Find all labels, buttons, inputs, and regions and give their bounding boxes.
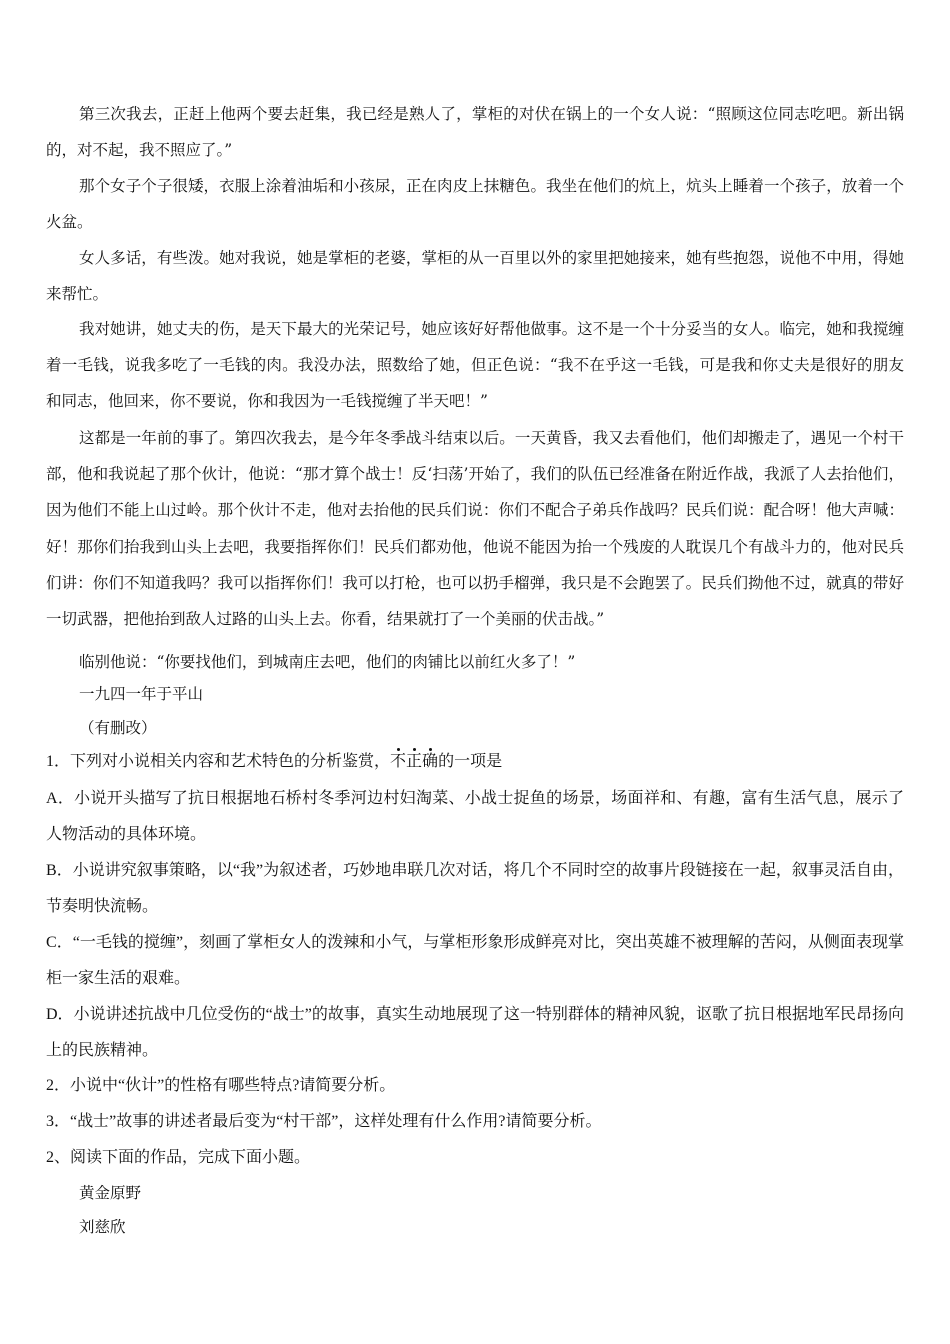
paragraph-2: 那个女子个子很矮，衣服上涂着油垢和小孩尿，正在肉皮上抹糖色。我坐在他们的炕上，炕头上睡着一个孩子，放着一个火盆。 bbox=[46, 177, 904, 232]
work-author: 刘慈欣 bbox=[79, 1218, 126, 1236]
question-3: 3．“战士”故事的讲述者最后变为“村干部”，这样处理有什么作用?请简要分析。 bbox=[46, 1113, 602, 1130]
emphasis-char-2: 正 bbox=[406, 753, 423, 770]
option-d: D．小说讲述抗战中几位受伤的“战士”的故事，真实生动地展现了这一特别群体的精神风貌，讴歌了抗日根据地军民昂扬向上的民族精神。 bbox=[46, 1006, 904, 1060]
paragraph-6: 临别他说：“你要找他们，到城南庄去吧，他们的肉铺比以前红火多了！” bbox=[79, 653, 576, 671]
option-b: B．小说讲究叙事策略，以“我”为叙述者，巧妙地串联几次对话，将几个不同时空的故事片段链接在一起，叙事灵活自由，节奏明快流畅。 bbox=[46, 862, 904, 916]
option-c: C．“一毛钱的搅缠”，刻画了掌柜女人的泼辣和小气，与掌柜形象形成鲜亮对比，突出英雄不被理解的苦闷，从侧面表现掌柜一家生活的艰难。 bbox=[46, 934, 904, 988]
emphasis-char-1: 不 bbox=[390, 753, 407, 770]
paragraph-3: 女人多话，有些泼。她对我说，她是掌柜的老婆，掌柜的从一百里以外的家里把她接来，她有些抱怨，说他不中用，得她来帮忙。 bbox=[46, 249, 904, 304]
question-1 bbox=[46, 752, 502, 772]
date-line: 一九四一年于平山 bbox=[79, 685, 204, 703]
question-2: 2．小说中“伙计”的性格有哪些特点?请简要分析。 bbox=[46, 1077, 396, 1094]
work-title: 黄金原野 bbox=[79, 1184, 142, 1202]
paragraph-5: 这都是一年前的事了。第四次我去，是今年冬季战斗结束以后。一天黄昏，我又去看他们，他们却搬走了，遇见一个村干部，他和我说起了那个伙计，他说：“那才算个战士！反‘扫荡’开始了，我们的队伍已经准备在附近作战，我派了人去抬他们，因为他们不能上山过岭。那个伙计不走，他对去抬他的民兵们说：你们不配合子弟兵作战吗？民兵们说：配合呀！他大声喊：好！那你们抬我到山头上去吧，我要指挥你们！民兵们都劝他，他说不能因为抬一个残废的人耽误几个有战斗力的，他对民兵们讲：你们不知道我吗？我可以指挥你们！我可以打枪，也可以扔手榴弹，我只是不会跑罢了。民兵们拗他不过，就真的带好一切武器，把他抬到敌人过路的山头上去。你看，结果就打了一个美丽的伏击战。” bbox=[46, 429, 904, 629]
edit-note: （有删改） bbox=[79, 719, 157, 737]
section-2-heading: 2、阅读下面的作品，完成下面小题。 bbox=[46, 1149, 311, 1166]
question-1-emphasis bbox=[390, 753, 438, 770]
option-a: A．小说开头描写了抗日根据地石桥村冬季河边村妇淘菜、小战士捉鱼的场景，场面祥和、有趣，富有生活气息，展示了人物活动的具体环境。 bbox=[46, 790, 904, 844]
question-1-prefix: 1．下列对小说相关内容和艺术特色的分析鉴赏， bbox=[46, 753, 391, 770]
question-1-suffix: 的一项是 bbox=[438, 753, 503, 770]
paragraph-1: 第三次我去，正赶上他两个要去赶集，我已经是熟人了，掌柜的对伏在锅上的一个女人说：“照顾这位同志吃吧。新出锅的，对不起，我不照应了。” bbox=[46, 105, 904, 160]
paragraph-4: 我对她讲，她丈夫的伤，是天下最大的光荣记号，她应该好好帮他做事。这不是一个十分妥当的女人。临完，她和我搅缠着一毛钱，说我多吃了一毛钱的肉。我没办法，照数给了她，但正色说：“我不在乎这一毛钱，可是我和你丈夫是很好的朋友和同志，他回来，你不要说，你和我因为一毛钱搅缠了半天吧！” bbox=[46, 320, 904, 411]
emphasis-char-3: 确 bbox=[422, 753, 439, 770]
